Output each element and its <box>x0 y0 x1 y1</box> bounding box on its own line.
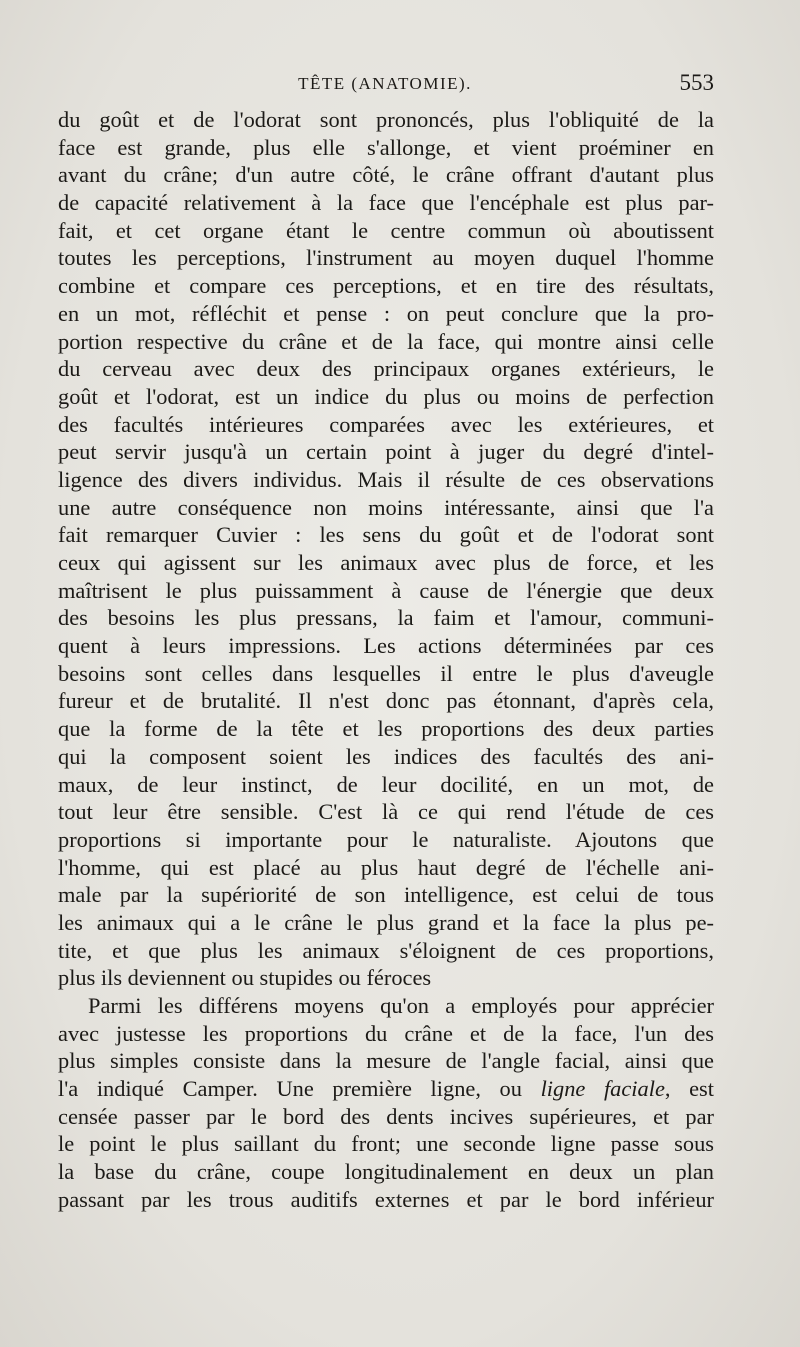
text-line: en un mot, réfléchit et pense : on peut conclure que la pro- <box>58 300 714 326</box>
page-header <box>56 70 714 102</box>
text-line: maîtrisent le plus puissamment à cause de l'énergie que deux <box>58 577 714 603</box>
text-line: peut servir jusqu'à un certain point à juger du degré d'intel- <box>58 439 714 465</box>
text-line: l'homme, qui est placé au plus haut degré de l'échelle ani- <box>58 854 714 880</box>
text-line: du cerveau avec deux des principaux organes extérieurs, le <box>58 356 714 382</box>
text-line: maux, de leur instinct, de leur docilité, en un mot, de <box>58 771 714 797</box>
text-line: quent à leurs impressions. Les actions déterminées par ces <box>58 633 714 659</box>
text-line: tout leur être sensible. C'est là ce qui rend l'étude de ces <box>58 799 714 825</box>
text-line <box>58 1075 714 1103</box>
text-line: de capacité relativement à la face que l'encéphale est plus par- <box>58 190 714 216</box>
text-line: des facultés intérieures comparées avec les extérieures, et <box>58 411 714 437</box>
running-title: TÊTE (ANATOMIE). <box>298 74 472 93</box>
text-line: passant par les trous auditifs externes et par le bord inférieur <box>58 1186 714 1212</box>
text-line: toutes les perceptions, l'instrument au moyen duquel l'homme <box>58 245 714 271</box>
text-line: tite, et que plus les animaux s'éloignent de ces proportions, <box>58 937 714 963</box>
text-line: male par la supériorité de son intelligence, est celui de tous <box>58 882 714 908</box>
text-line: fait remarquer Cuvier : les sens du goût et de l'odorat sont <box>58 522 714 548</box>
text-line: Parmi les différens moyens qu'on a employés pour apprécier <box>88 993 714 1018</box>
text-line: la base du crâne, coupe longitudinalement en deux un plan <box>58 1159 714 1185</box>
text-line: portion respective du crâne et de la face, qui montre ainsi celle <box>58 328 714 354</box>
text-line: avec justesse les proportions du crâne et de la face, l'un des <box>58 1020 714 1046</box>
text-line: ceux qui agissent sur les animaux avec plus de force, et les <box>58 550 714 575</box>
text-line: face est grande, plus elle s'allonge, et vient proéminer en <box>58 134 714 160</box>
text-line: que la forme de la tête et les proportions des deux parties <box>58 716 714 742</box>
body-text <box>58 106 714 1214</box>
text-line: le point le plus saillant du front; une seconde ligne passe sous <box>58 1131 714 1157</box>
text-line: plus ils deviennent ou stupides ou féroces <box>58 965 432 991</box>
text-line: des besoins les plus pressans, la faim et l'amour, communi- <box>58 605 714 631</box>
text-line: proportions si importante pour le naturaliste. Ajoutons que <box>58 826 714 852</box>
text-line: combine et compare ces perceptions, et en tire des résultats, <box>58 273 714 299</box>
text-segment: l'a indiqué Camper. Une première ligne, ou <box>58 1076 541 1102</box>
text-line: les animaux qui a le crâne le plus grand et la face la plus pe- <box>58 909 714 935</box>
text-line: avant du crâne; d'un autre côté, le crâne offrant d'autant plus <box>58 162 714 188</box>
text-line: du goût et de l'odorat sont prononcés, plus l'obliquité de la <box>58 107 714 132</box>
page-number: 553 <box>679 70 714 95</box>
text-line: fureur et de brutalité. Il n'est donc pas étonnant, d'après cela, <box>58 688 714 714</box>
text-line: besoins sont celles dans lesquelles il entre le plus d'aveugle <box>58 660 714 686</box>
text-line: goût et l'odorat, est un indice du plus ou moins de perfection <box>58 383 714 409</box>
text-segment: , est <box>664 1076 714 1102</box>
text-line: fait, et cet organe étant le centre commun où aboutissent <box>58 217 714 243</box>
text-line: censée passer par le bord des dents incives supérieures, et par <box>58 1103 714 1129</box>
text-line: plus simples consiste dans la mesure de l'angle facial, ainsi que <box>58 1048 714 1074</box>
text-line: qui la composent soient les indices des facultés des ani- <box>58 743 714 769</box>
text-line: une autre conséquence non moins intéressante, ainsi que l'a <box>58 494 714 520</box>
text-line: ligence des divers individus. Mais il résulte de ces observations <box>58 466 714 492</box>
italic-term: ligne faciale <box>540 1076 665 1102</box>
